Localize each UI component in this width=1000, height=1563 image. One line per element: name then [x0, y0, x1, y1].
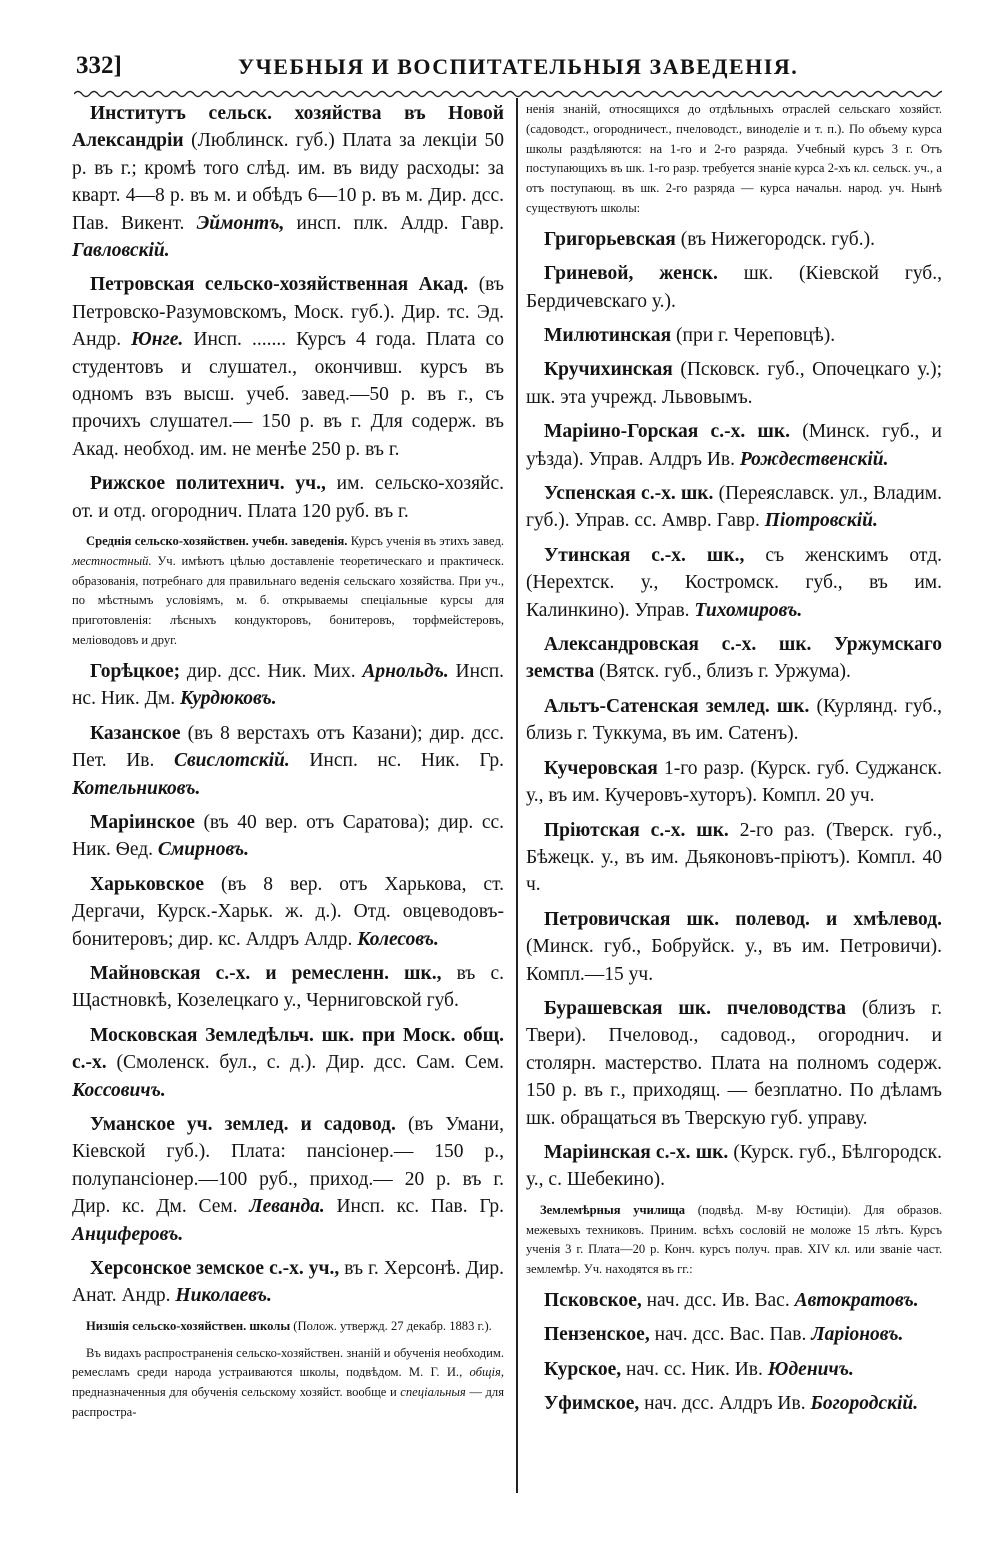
person-name: Піотровскій. — [764, 510, 878, 532]
entry-text: Уч. имѣютъ цѣлью доставленіе теоретическаго и практическ. образованія, потребнаго для правильнаго веденія сельскаго хозяйства. При уч., по мѣстнымъ условіямъ, м. б. открываемы спеціальные курсы для приготовленія: лѣсныхъ кондукторовъ, бонитеровъ, торфмейстеровъ, мелiоводовъ и друг. — [72, 553, 504, 648]
entry-paragraph — [72, 809, 504, 864]
entry-heading: Харьковское — [90, 873, 205, 895]
person-name: Богородскій. — [810, 1393, 919, 1415]
entry-heading: Григорьевская — [544, 228, 676, 250]
person-name: Ларіоновъ. — [811, 1324, 904, 1346]
entry-heading: Маріино-Горская с.-х. шк. — [544, 421, 790, 443]
entry-text: (въ 8 вер. отъ Харькова, ст. Дергачи, Курск.-Харьк. ж. д.). Отд. овцеводовъ-бонитеровъ; дир. кс. Алдръ Алдр. — [72, 873, 504, 950]
entry-text: — для распростра- — [72, 1385, 504, 1419]
entry-text: (въ 8 верстахъ отъ Казани); дир. дсс. Пет. Ив. — [72, 722, 504, 772]
person-name: Юнге. — [131, 329, 184, 351]
entry-paragraph — [526, 755, 942, 810]
entry-heading: Альтъ-Сатенская землед. шк. — [544, 695, 810, 717]
entry-paragraph — [72, 271, 504, 463]
entry-paragraph — [526, 995, 942, 1132]
header-wavy-rule — [74, 88, 942, 100]
entry-heading: Утинская с.-х. шк., — [544, 544, 745, 566]
entry-text: шк. (Кіевской губ., Бердичевскаго у.). — [526, 263, 942, 312]
entry-text: въ с. Щастновкѣ, Козелецкаго у., Черниговской губ. — [72, 962, 504, 1012]
entry-heading: Кручихинская — [544, 359, 673, 381]
entry-paragraph — [72, 1111, 504, 1248]
entry-text: нач. дсс. Ив. Вас. — [641, 1289, 795, 1311]
right-column — [526, 100, 942, 1425]
person-name: Арнольдъ. — [362, 660, 449, 682]
entry-paragraph — [526, 817, 942, 899]
entry-text: (Курлянд. губ., близь г. Туккума, въ им. Сатенъ). — [526, 695, 942, 745]
entry-text: ненія знаній, относящихся до отдѣльныхъ отраслей сельскаго хозяйст. (садоводст., огородничест., пчеловодст., виноделіе и т. п.). По объему курса школы раздѣляются: на 1-го и 2-го разряда. Учебный курсъ 3 г. Отъ поступающихъ въ шк. 1-го разр. требуется знаніе курса 2-хъ кл. сельск. уч., а отъ поступающ. въ шк. 2-го разряда — курса начальн. народ. уч. Нынѣ существуютъ школы: — [526, 102, 942, 215]
entry-paragraph — [526, 226, 942, 253]
entry-paragraph — [72, 100, 504, 264]
entry-paragraph — [72, 1317, 504, 1337]
entry-paragraph — [72, 1344, 504, 1423]
entry-paragraph — [72, 470, 504, 525]
entry-text: (Псковск. губ., Опочецкаго у.); шк. эта учрежд. Львовымъ. — [526, 359, 942, 408]
entry-heading: Гриневой, женск. — [544, 263, 718, 285]
entry-paragraph — [72, 1022, 504, 1104]
person-name: Эймонтъ, — [196, 212, 285, 234]
entry-paragraph — [72, 960, 504, 1015]
entry-text: Въ видахъ распространенія сельско-хозяйствен. знаній и обученія необходим. ремесламъ среди народа устраиваются школы, подвѣдом. М. Г. И., — [72, 1345, 504, 1380]
entry-text: Инсп. нс. Ник. Гр. — [289, 750, 504, 772]
entry-paragraph — [526, 1201, 942, 1280]
entry-text: (Переяславск. ул., Владим. губ.). Управ. сс. Амвр. Гавр. — [526, 483, 942, 532]
page-title: УЧЕБНЫЯ И ВОСПИТАТЕЛЬНЫЯ ЗАВЕДЕНІЯ. — [238, 54, 799, 79]
person-name: Коссовичъ. — [72, 1079, 166, 1101]
entry-text: (Вятск. губ., близъ г. Уржума). — [594, 661, 851, 683]
left-column — [72, 100, 504, 1430]
entry-paragraph — [526, 356, 942, 411]
entry-text: (Смоленск. бул., с. д.). Дир. дсс. Сам. Сем. — [106, 1052, 504, 1074]
person-name: Колесовъ. — [357, 928, 439, 950]
entry-paragraph — [526, 1356, 942, 1383]
person-name: Тихомировъ. — [694, 599, 803, 621]
person-name: Николаевъ. — [175, 1285, 272, 1307]
person-name: Автократовъ. — [794, 1289, 919, 1311]
entry-paragraph — [72, 720, 504, 802]
entry-paragraph — [526, 1139, 942, 1194]
person-name: Юденичъ. — [767, 1358, 854, 1380]
column-divider — [516, 98, 518, 1493]
entry-text: нач. дсс. Вас. Пав. — [649, 1324, 812, 1346]
entry-text: (въ Петровско-Разумовскомъ, Моск. губ.). Дир. тс. Эд. Андр. — [72, 274, 504, 351]
entry-paragraph — [526, 418, 942, 473]
entry-paragraph — [526, 100, 942, 219]
entry-text: съ женскимъ отд. (Нерехтск. у., Костромск. губ., въ им. Калинкино). Управ. — [526, 544, 942, 621]
entry-text: (Курск. губ., Бѣлгородск. у., с. Шебекино). — [526, 1141, 942, 1191]
entry-heading: Майновская с.-х. и ремесленн. шк., — [90, 962, 442, 984]
entry-text: (близъ г. Твери). Пчеловод., садовод., огороднич. и столярн. мастерство. Плата на полномъ содерж. 150 р. въ г., приходящ. — безплатно. По дѣламъ шк. обращаться въ Тверскую губ. управу. — [526, 997, 942, 1129]
entry-text: Инсп. кс. Пав. Гр. — [324, 1196, 504, 1218]
entry-heading: Маріинское — [90, 811, 195, 833]
entry-text: Инсп. нс. Ник. Дм. — [72, 660, 505, 710]
entry-heading: Херсонское земское с.-х. уч., — [90, 1258, 340, 1279]
entry-text: (подвѣд. М-ву Юстиціи). Для образов. межевыхъ техниковъ. Приним. всѣхъ сословій не моложе 15 лѣтъ. Курсъ ученія 3 г. Плата—20 р. Конч. курсъ получ. прав. XIV кл. или званіе част. землемѣр. Уч. находятся въ гг.: — [526, 1202, 942, 1277]
entry-text: (Люблинск. губ.) Плата за лекціи 50 р. въ г.; кромѣ того слѣд. им. въ виду расходы: за кварт. 4—8 р. въ м. и обѣдъ 6—10 р. въ м. Дир. дсс. Пав. Викент. — [72, 130, 504, 234]
entry-paragraph — [526, 542, 942, 624]
entry-text: (въ 40 вер. отъ Саратова); дир. сс. Ник. Ѳед. — [72, 811, 504, 861]
entry-text: инсп. плк. Алдр. Гавр. — [284, 212, 504, 234]
entry-heading: Петровичская шк. полевод. и хмѣлевод. — [544, 908, 942, 930]
entry-heading: Александровская с.-х. шк. Уржумскаго земства — [526, 634, 942, 683]
entry-text: (Минск. губ., Бобруйск. у., въ им. Петровичи). Компл.—15 уч. — [526, 936, 942, 985]
entry-heading: Псковское, — [544, 1289, 642, 1311]
entry-text: (въ Нижегородск. губ.). — [675, 228, 875, 250]
person-name: Смирновъ. — [157, 839, 250, 861]
entry-text: нач. сс. Ник. Ив. — [621, 1358, 768, 1380]
entry-heading: Милютинская — [544, 325, 672, 346]
entry-text: спеціальныя — [400, 1385, 466, 1400]
entry-paragraph — [526, 1390, 942, 1417]
entry-paragraph — [526, 1287, 942, 1314]
entry-text: Курсъ ученія въ этихъ завед. — [347, 534, 504, 549]
entry-paragraph — [526, 906, 942, 988]
person-name: Гавловскій. — [72, 240, 170, 262]
entry-text: (Полож. утвержд. 27 декабр. 1883 г.). — [290, 1318, 492, 1333]
entry-text: (при г. Череповцѣ). — [671, 325, 836, 346]
person-name: Свислотскій. — [173, 750, 290, 772]
entry-heading: Рижское политехнич. уч., — [90, 473, 326, 495]
entry-paragraph — [526, 322, 942, 349]
entry-heading: Пензенское, — [544, 1324, 650, 1346]
running-header — [70, 46, 940, 86]
person-name: Курдюковъ. — [179, 688, 277, 710]
entry-heading: Бурашевская шк. пчеловодства — [544, 997, 846, 1019]
entry-paragraph — [526, 260, 942, 315]
entry-paragraph — [526, 480, 942, 535]
entry-heading: Уфимское, — [544, 1393, 640, 1415]
entry-heading: Горѣцкое; — [90, 660, 181, 682]
entry-heading: Кучеровская — [544, 757, 658, 779]
entry-paragraph — [72, 658, 504, 713]
entry-text: общія, — [469, 1365, 504, 1380]
entry-paragraph — [72, 1255, 504, 1310]
entry-paragraph — [526, 631, 942, 686]
entry-paragraph — [72, 532, 504, 651]
entry-heading: Низшія сельско-хозяйствен. школы — [86, 1318, 291, 1333]
entry-heading: Уманское уч. землед. и садовод. — [90, 1113, 396, 1135]
entry-paragraph — [72, 871, 504, 953]
entry-heading: Маріинская с.-х. шк. — [544, 1141, 729, 1163]
entry-paragraph — [526, 693, 942, 748]
entry-heading: Петровская сельско-хозяйственная Акад. — [90, 274, 469, 296]
entry-text: 2-го раз. (Тверск. губ., Бѣжецк. у., въ им. Дьяконовъ-пріютъ). Компл. 40 ч. — [526, 819, 942, 896]
entry-heading: Казанское — [90, 722, 181, 744]
person-name: Леванда. — [249, 1196, 325, 1218]
entry-text: местностный. — [72, 553, 152, 568]
entry-text: Инсп. ....... Курсъ 4 года. Плата со студентовъ и слушател., окончивш. курсъ въ одномъ взъ высш. учеб. завед.—50 р. въ г., съ прочихъ слушател.— 150 р. въ г. Для содерж. въ Акад. необход. им. не менѣе 250 р. въ г. — [72, 329, 504, 460]
entry-text: дир. дсс. Ник. Мих. — [180, 660, 363, 682]
person-name: Анциферовъ. — [72, 1223, 184, 1245]
entry-heading: Пріютская с.-х. шк. — [544, 819, 729, 841]
entry-text: им. сельско-хозяйс. от. и отд. огороднич. Плата 120 руб. въ г. — [72, 473, 504, 522]
entry-heading: Успенская с.-х. шк. — [544, 483, 714, 505]
entry-heading: Среднія сельско-хозяйствен. учебн. заведенія. — [86, 534, 348, 549]
entry-paragraph — [526, 1321, 942, 1348]
entry-heading: Курское, — [544, 1358, 622, 1380]
person-name: Рождественскій. — [739, 448, 889, 470]
page-number: 332] — [76, 52, 122, 79]
entry-text: предназначенныя для обученія сельскому хозяйст. вообще и — [72, 1385, 401, 1400]
entry-text: въ г. Херсонѣ. Дир. Анат. Андр. — [72, 1258, 504, 1307]
entry-heading: Московская Земледѣльч. шк. при Моск. общ. с.-х. — [72, 1024, 504, 1074]
entry-heading: Землемѣрныя училища — [540, 1202, 686, 1217]
entry-heading: Институтъ сельск. хозяйства въ Новой Александріи — [72, 103, 504, 152]
entry-text: нач. дсс. Алдръ Ив. — [639, 1393, 811, 1415]
entry-text: (Минск. губ., и уѣзда). Управ. Алдръ Ив. — [526, 421, 942, 470]
entry-text: 1-го разр. (Курск. губ. Суджанск. у., въ им. Кучеровъ-хуторъ). Компл. 20 уч. — [526, 757, 942, 807]
person-name: Котельниковъ. — [72, 777, 201, 799]
entry-text: (въ Умани, Кіевской губ.). Плата: пансіонер.— 150 р., полупансіонер.—100 руб., приход.— 20 р. въ г. Дир. кс. Дм. Сем. — [72, 1113, 504, 1218]
